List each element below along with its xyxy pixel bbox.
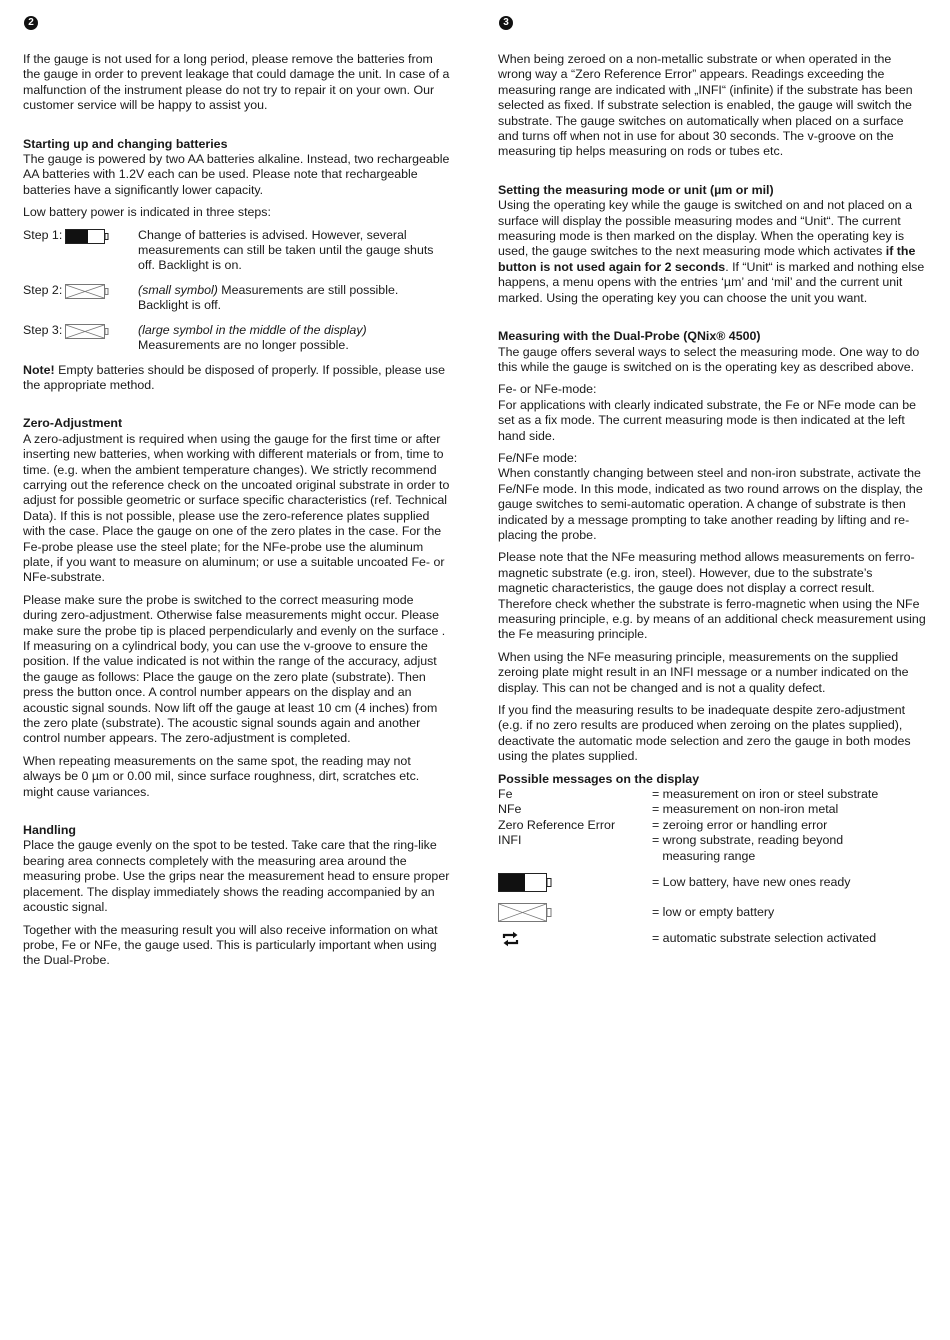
message-term: Zero Reference Error: [498, 817, 616, 832]
round-arrows-icon: [501, 931, 521, 947]
step-label: Step 1:: [23, 227, 63, 242]
step-label: Step 3:: [23, 322, 63, 337]
paragraph: Fe- or NFe-mode: For applications with clearly indicated substrate, the Fe or NFe mode can be set as a fix mode. The current measuring mode is then indicated at the left hand side.: [498, 382, 917, 443]
step-description: Measurements are no longer possible.: [138, 338, 349, 353]
section-heading: Possible messages on the display: [498, 771, 700, 786]
paragraph: When repeating measurements on the same spot, the reading may not always be 0 µm or 0.00 mil, since surface roughness, dirt, scratches etc. might cause variances.: [23, 753, 420, 799]
paragraph: When using the NFe measuring principle, measurements on the supplied zeroing plate might result in an INFI message or a number indicated on the display. This can not be changed and is not a quality defect.: [498, 649, 909, 695]
message-desc: = measurement on iron or steel substrate: [652, 787, 879, 802]
paragraph: [498, 198, 926, 306]
paragraph: Please make sure the probe is switched to the correct measuring mode during zero-adjustment. Otherwise false measurements might occur. Please make sure the probe tip is placed perpendicularly and evenly on the surface . If measuring on a cylindrical body, you can use the v-groove to ensure the position. If the value indicated is not within the range of the accuracy, adjust the gauge as follows: Place the gauge on the zero plate (substrate). Then press the button once. A control number appears on the display and an acoustic signal sounds. Now lift off the gauge at least 10 cm (4 inches) from the zero plate (substrate). The acoustic signal sounds again and another control number appears. The zero-adjustment is completed.: [23, 592, 446, 746]
section-heading: Zero-Adjustment: [23, 416, 123, 431]
message-desc: = measurement on non-iron metal: [652, 802, 839, 817]
section-heading: Measuring with the Dual-Probe (QNix® 4500): [498, 329, 761, 344]
battery-empty-icon: [65, 324, 109, 339]
paragraph: If you find the measuring results to be inadequate despite zero-adjustment (e.g. if no zero results are produced when zeroing on the plates supplied), deactivate the automatic mode selection and zero the gauge in both modes using the plates supplied.: [498, 703, 911, 764]
section-heading: Setting the measuring mode or unit (µm or mil): [498, 182, 774, 197]
message-desc: = zeroing error or handling error: [652, 817, 828, 832]
page-number: 3: [499, 16, 513, 30]
note: [23, 363, 451, 394]
note-label: Note!: [23, 362, 55, 377]
paragraph: A zero-adjustment is required when using the gauge for the first time or after inserting new batteries, when working with different materials or from, time to time. (e.g. when the ambient temperature changes). We strictly recommend carrying out the reference check on the uncoated original substrate in order to adjust for possible geometric or surface specific characteristics (ref. Technical Data). If this is not possible, please use the zero-reference plates supplied with the case. Place the gauge on one of the zero plates in the case. For the Fe-probe please use the steel plate; for the NFe-probe use the aluminum plate, if you want to measure on aluminum; or use a suitable uncoated Fe- or NFe-substrate.: [23, 431, 450, 585]
paragraph: Low battery power is indicated in three steps:: [23, 205, 271, 220]
messages-table: [498, 787, 926, 864]
text-run: . If “Unit“ is marked and nothing else happens, a menu opens with the entries ‘µm’ and ‘mil’ and the current unit marked. Using the operating key you can choose the unit you want.: [498, 259, 925, 305]
paragraph: The gauge offers several ways to select the measuring mode. One way to do this while the gauge is switched on is the operating key as described above.: [498, 344, 920, 374]
paragraph: The gauge is powered by two AA batteries alkaline. Instead, two rechargeable AA batteries with 1.2V each can be used. Please note that rechargeable batteries have a significantly lower capacity.: [23, 152, 450, 197]
step-description: Measurements are still possible. Backlight is off.: [138, 282, 399, 313]
step-label: Step 2:: [23, 282, 63, 297]
battery-half-icon: [65, 229, 109, 244]
message-desc: = wrong substrate, reading beyond measuring range: [652, 833, 844, 863]
text-run: Using the operating key while the gauge is switched on and not placed on a surface will display the possible measuring modes and “Unit“. The current measuring mode is then marked on the display. When the operating key is used, the gauge switches to the next measuring mode which activates: [498, 198, 912, 259]
paragraph: When being zeroed on a non-metallic substrate or when operated in the wrong way a “Zero Reference Error” appears. Readings exceeding the measuring range are indicated with „INFI“ (infinite) if the substrate has been selected as fixed. If substrate selection is enabled, the gauge will switch the substrate. The gauge switches on automatically when placed on a surface and turns off when not in use for about 30 seconds. The v-groove on the measuring tip helps measuring on rods or tubes etc.: [498, 52, 913, 159]
icon-message-desc: = automatic substrate selection activated: [652, 931, 877, 946]
message-term: NFe: [498, 802, 522, 817]
battery-step-3: [23, 323, 451, 354]
left-column: [23, 16, 451, 976]
paragraph: Place the gauge evenly on the spot to be tested. Take care that the ring-like bearing area connects completely with the measuring area around the measuring probe. Use the grips near the measurement head to ensure proper placement. The display immediately shows the reading accompanied by an acoustic signal.: [23, 838, 450, 915]
step-italic: (large symbol in the middle of the display): [138, 322, 367, 337]
section-heading: Handling: [23, 823, 76, 838]
battery-empty-icon: [65, 284, 109, 299]
message-term: INFI: [498, 833, 522, 848]
icon-message-desc: = Low battery, have new ones ready: [652, 874, 851, 889]
paragraph: Fe/NFe mode: When constantly changing between steel and non-iron substrate, activate the Fe/NFe mode. In this mode, indicated as two round arrows on the display, the gauge switches to semi-automatic operation. A change of substrate is then indicated by a message prompting to take another reading by lifting and re-placing the probe.: [498, 450, 923, 542]
battery-step-2: [23, 283, 451, 314]
bold-text-run: if the button is not used again for 2 seconds: [498, 244, 916, 274]
paragraph: If the gauge is not used for a long period, please remove the batteries from the gauge in order to prevent leakage that could damage the unit. In case of a malfunction of the instrument please do not try to repair it on your own. Our customer service will be happy to assist you.: [23, 52, 450, 113]
paragraph: Together with the measuring result you will also receive information on what probe, Fe or NFe, the gauge used. This is particularly important when using the Dual-Probe.: [23, 922, 438, 968]
paragraph: Please note that the NFe measuring method allows measurements on ferro-magnetic substrate (e.g. iron, steel). However, due to the substrate’s magnetic characteristics, the gauge does not display a correct result. Therefore check whether the substrate is ferro-magnetic when using the NFe measuring principle, e.g. by means of an additional check measurement using the Fe measuring principle.: [498, 550, 926, 642]
step-italic: (small symbol): [138, 282, 218, 297]
icon-message-row: [498, 931, 926, 947]
section-heading: Starting up and changing batteries: [23, 136, 228, 151]
icon-message-desc: = low or empty battery: [652, 904, 775, 919]
battery-half-icon: [498, 873, 552, 892]
step-text: [138, 283, 451, 314]
step-text: Change of batteries is advised. However, several measurements can still be taken until the gauge shuts off. Backlight is on.: [138, 227, 434, 273]
battery-step-1: [23, 228, 451, 274]
icon-message-row: [498, 903, 926, 922]
note-text: Empty batteries should be disposed of properly. If possible, please use the appropriate method.: [23, 362, 445, 392]
page-number: 2: [24, 16, 38, 30]
icon-message-row: [498, 873, 926, 892]
step-text: [138, 323, 451, 354]
battery-empty-icon: [498, 903, 552, 922]
message-term: Fe: [498, 787, 513, 802]
right-column: [498, 16, 926, 947]
